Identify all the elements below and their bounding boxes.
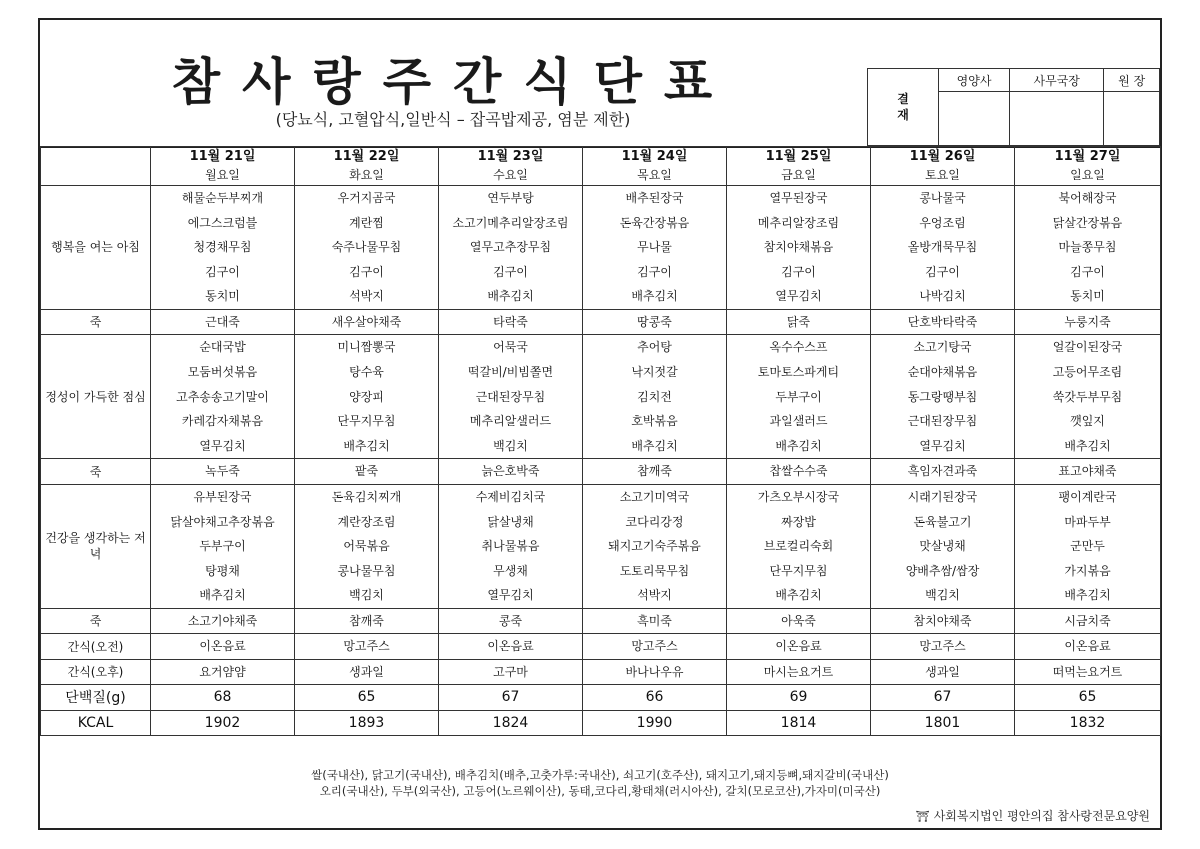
footer [40,755,1160,830]
menu-item: 열무김치 [199,438,246,453]
menu-item: 돈육불고기 [913,514,972,529]
menu-item: 탕수육 [349,365,384,380]
dinner-row [41,484,1161,608]
porridge1-cell: 닭죽 [727,309,871,335]
day-header [439,147,583,186]
menu-item: 근대된장무침 [907,414,978,429]
kcal-cell: 1801 [871,710,1015,736]
menu-item: 짜장밥 [781,514,816,529]
dinner-cell [439,484,583,608]
menu-item: 닭살야채고추장볶음 [170,514,275,529]
breakfast-row [41,186,1161,310]
weekly-menu-table [40,146,1161,736]
dinner-cell [583,484,727,608]
menu-item: 청경채무침 [193,240,252,255]
approval-role-manager: 사무국장 [1010,69,1104,92]
lunch-cell [727,335,871,459]
menu-item: 김구이 [349,264,384,279]
kcal-cell: 1832 [1015,710,1161,736]
menu-item: 동치미 [205,289,240,304]
porridge1-row [41,309,1161,335]
snack_am-cell: 망고주스 [295,634,439,660]
menu-item: 소고기미역국 [619,489,690,504]
dinner-cell [151,484,295,608]
snack_pm-cell: 요거얌얌 [151,659,295,685]
menu-item: 소고기메추리알장조림 [452,215,569,230]
menu-item: 배추김치 [1064,588,1111,603]
menu-item: 김구이 [205,264,240,279]
porridge1-cell: 근대죽 [151,309,295,335]
porridge3-cell: 아욱죽 [727,608,871,634]
menu-item: 열무된장국 [769,191,828,205]
protein-cell: 68 [151,685,295,711]
porridge1-cell: 새우살야채죽 [295,309,439,335]
breakfast-label: 행복을 여는 아침 [41,186,151,310]
menu-item: 배추김치 [1064,438,1111,453]
menu-item: 순대국밥 [199,340,246,355]
snack_pm-cell: 마시는요거트 [727,659,871,685]
porridge1-label: 죽 [41,309,151,335]
menu-item: 단무지무침 [769,563,828,578]
porridge3-row [41,608,1161,634]
menu-item: 소고기탕국 [913,340,972,355]
porridge3-cell: 참깨죽 [295,608,439,634]
menu-item: 고등어무조림 [1052,365,1123,380]
menu-item: 코다리강정 [625,514,684,529]
menu-item: 어묵국 [493,340,528,355]
menu-item: 미니짬뽕국 [337,340,396,355]
porridge2-label: 죽 [41,459,151,485]
menu-item: 호박볶음 [631,414,678,429]
snack_pm-cell: 떠먹는요거트 [1015,659,1161,685]
lunch-cell [871,335,1015,459]
menu-item: 수제비김치국 [475,489,546,504]
menu-item: 떡갈비/비빔쫄면 [467,365,554,380]
dinner-cell [1015,484,1161,608]
breakfast-cell [871,186,1015,310]
protein-row [41,685,1161,711]
porridge2-cell: 참깨죽 [583,459,727,485]
protein-cell: 66 [583,685,727,711]
menu-item: 연두부탕 [487,191,534,205]
origin-line-2: 오리(국내산), 두부(외국산), 고등어(노르웨이산), 동태,코다리,황태채(러시아산), 갈치(모로코산),가자미(미국산) [319,784,881,798]
menu-item: 김구이 [925,264,960,279]
menu-item: 열무김치 [775,289,822,304]
menu-item: 얼갈이된장국 [1052,340,1123,355]
menu-item: 올방개묵무침 [907,240,978,255]
breakfast-cell [583,186,727,310]
porridge3-cell: 소고기야채죽 [151,608,295,634]
menu-item: 석박지 [349,289,384,304]
menu-item: 돈육간장볶음 [619,215,690,230]
protein-cell: 67 [439,685,583,711]
day-date: 11월 25일 [765,149,832,164]
menu-item: 마파두부 [1064,514,1111,529]
origin-line-1: 쌀(국내산), 닭고기(국내산), 배추김치(배추,고춧가루:국내산), 쇠고기(호주산), 돼지고기,돼지등뼈,돼지갈비(국내산) [311,768,889,782]
protein-cell: 69 [727,685,871,711]
day-header [871,147,1015,186]
menu-item: 숙주나물무침 [331,240,402,255]
protein-label: 단백질(g) [41,685,151,711]
porridge3-cell: 콩죽 [439,608,583,634]
menu-item: 어묵볶음 [343,539,390,554]
menu-item: 군만두 [1070,539,1105,554]
porridge3-cell: 시금치죽 [1015,608,1161,634]
snack_pm-cell: 생과일 [871,659,1015,685]
porridge2-cell: 녹두죽 [151,459,295,485]
porridge3-label: 죽 [41,608,151,634]
protein-cell: 67 [871,685,1015,711]
breakfast-cell [727,186,871,310]
menu-item: 열무김치 [487,588,534,603]
menu-item: 깻잎지 [1070,414,1105,429]
menu-item: 우엉조림 [919,215,966,230]
day-date: 11월 21일 [189,149,256,164]
porridge2-row [41,459,1161,485]
approval-label-text: 결 재 [897,92,909,122]
breakfast-cell [151,186,295,310]
breakfast-cell [439,186,583,310]
dinner-cell [871,484,1015,608]
snack_am-label: 간식(오전) [41,634,151,660]
snack_pm-cell: 바나나우유 [583,659,727,685]
menu-item: 백김치 [493,438,528,453]
lunch-cell [151,335,295,459]
day-date: 11월 24일 [621,149,688,164]
lunch-cell [439,335,583,459]
breakfast-cell [1015,186,1161,310]
menu-item: 마늘쫑무침 [1058,240,1117,255]
menu-item: 근대된장무침 [475,389,546,404]
menu-item: 맛살냉채 [919,539,966,554]
menu-item: 시래기된장국 [907,489,978,504]
lunch-cell [583,335,727,459]
menu-item: 에그스크럼블 [187,215,258,230]
organization-logo-icon: ⛩ [915,810,930,823]
origin-notice [40,767,1160,799]
page-subtitle: (당뇨식, 고혈압식,일반식 – 잡곡밥제공, 염분 제한) [275,110,631,129]
porridge2-cell: 팥죽 [295,459,439,485]
menu-item: 카레감자채볶음 [181,414,264,429]
porridge3-cell: 흑미죽 [583,608,727,634]
kcal-cell: 1902 [151,710,295,736]
breakfast-cell [295,186,439,310]
menu-item: 과일샐러드 [769,414,828,429]
lunch-cell [1015,335,1161,459]
date-header-row [41,147,1161,186]
approval-sign-dietitian[interactable] [939,92,1010,146]
menu-item: 열무김치 [919,438,966,453]
menu-item: 토마토스파게티 [757,365,840,380]
menu-item: 단무지무침 [337,414,396,429]
approval-label [868,69,939,146]
menu-item: 석박지 [637,588,672,603]
kcal-cell: 1824 [439,710,583,736]
menu-item: 김구이 [493,264,528,279]
menu-item: 배추김치 [775,438,822,453]
menu-item: 배추김치 [775,588,822,603]
day-header [727,147,871,186]
page-title: 참사랑주간식단표 [171,53,735,111]
snack_pm-cell: 고구마 [439,659,583,685]
menu-sheet [38,18,1162,830]
menu-item: 닭살냉채 [487,514,534,529]
porridge1-cell: 단호박타락죽 [871,309,1015,335]
menu-item: 옥수수스프 [769,340,828,355]
menu-item: 무생채 [493,563,528,578]
protein-cell: 65 [1015,685,1161,711]
menu-item: 팽이계란국 [1058,489,1117,504]
menu-item: 계란찜 [349,215,384,230]
menu-item: 메추리알장조림 [757,215,840,230]
kcal-label: KCAL [41,710,151,736]
menu-item: 취나물볶음 [481,539,540,554]
menu-item: 나박김치 [919,289,966,304]
menu-item: 콩나물국 [919,191,966,205]
approval-sign-manager[interactable] [1010,92,1104,146]
porridge2-cell: 늙은호박죽 [439,459,583,485]
menu-item: 우거지곰국 [337,191,396,205]
menu-item: 돼지고기숙주볶음 [608,539,701,554]
dinner-label: 건강을 생각하는 저녁 [41,484,151,608]
protein-cell: 65 [295,685,439,711]
menu-item: 콩나물무침 [337,563,396,578]
menu-item: 두부구이 [199,539,246,554]
menu-item: 양배추쌈/쌈장 [905,563,980,578]
menu-item: 동그랑땡부침 [907,389,978,404]
organization-label: 사회복지법인 평안의집 참사랑전문요양원 [933,809,1150,823]
day-of-week: 월요일 [205,168,240,182]
porridge2-cell: 흑임자견과죽 [871,459,1015,485]
organization-name [916,807,1150,824]
menu-item: 동치미 [1070,289,1105,304]
snack_pm-label: 간식(오후) [41,659,151,685]
corner-cell [41,147,151,186]
day-date: 11월 26일 [909,149,976,164]
menu-item: 배추김치 [631,438,678,453]
menu-item: 브로컬리숙회 [763,539,834,554]
approval-role-dietitian: 영양사 [939,69,1010,92]
approval-box [867,68,1160,146]
snack_am-cell: 망고주스 [871,634,1015,660]
porridge3-cell: 참치야채죽 [871,608,1015,634]
day-of-week: 수요일 [493,168,528,182]
day-date: 11월 27일 [1054,149,1121,164]
menu-item: 계란장조림 [337,514,396,529]
day-of-week: 화요일 [349,168,384,182]
snack_am-cell: 망고주스 [583,634,727,660]
menu-item: 해물순두부찌개 [181,191,264,205]
menu-item: 모둠버섯볶음 [187,365,258,380]
snack_am-cell: 이온음료 [1015,634,1161,660]
day-date: 11월 22일 [333,149,400,164]
menu-item: 낙지젓갈 [631,365,678,380]
kcal-row [41,710,1161,736]
menu-item: 무나물 [637,240,672,255]
lunch-label: 정성이 가득한 점심 [41,335,151,459]
menu-item: 도토리묵무침 [619,563,690,578]
menu-item: 김구이 [1070,264,1105,279]
dinner-cell [295,484,439,608]
menu-item: 가츠오부시장국 [757,489,840,504]
menu-item: 쑥갓두부무침 [1052,389,1123,404]
menu-item: 배추김치 [199,588,246,603]
kcal-cell: 1814 [727,710,871,736]
menu-item: 배추김치 [487,289,534,304]
day-date: 11월 23일 [477,149,544,164]
menu-item: 열무고추장무침 [469,240,552,255]
menu-item: 가지볶음 [1064,563,1111,578]
porridge1-cell: 타락죽 [439,309,583,335]
menu-item: 김치전 [637,389,672,404]
menu-item: 북어해장국 [1058,191,1117,205]
porridge1-cell: 땅콩죽 [583,309,727,335]
menu-item: 탕평채 [205,563,240,578]
day-of-week: 일요일 [1070,168,1105,182]
kcal-cell: 1893 [295,710,439,736]
porridge2-cell: 찹쌀수수죽 [727,459,871,485]
day-header [583,147,727,186]
day-of-week: 토요일 [925,168,960,182]
header [40,20,1160,148]
day-of-week: 목요일 [637,168,672,182]
menu-item: 김구이 [637,264,672,279]
menu-item: 닭살간장볶음 [1052,215,1123,230]
menu-item: 두부구이 [775,389,822,404]
day-header [295,147,439,186]
dinner-cell [727,484,871,608]
kcal-cell: 1990 [583,710,727,736]
porridge2-cell: 표고야채죽 [1015,459,1161,485]
menu-item: 배추된장국 [625,191,684,205]
approval-role-director: 원 장 [1104,69,1160,92]
snack_am-cell: 이온음료 [439,634,583,660]
snack_am-cell: 이온음료 [151,634,295,660]
menu-item: 순대야채볶음 [907,365,978,380]
menu-item: 양장피 [349,389,384,404]
menu-item: 돈육김치찌개 [331,489,402,504]
menu-item: 백김치 [925,588,960,603]
menu-item: 배추김치 [343,438,390,453]
menu-item: 유부된장국 [193,489,252,504]
menu-item: 추어탕 [637,340,672,355]
menu-item: 김구이 [781,264,816,279]
snack_am-cell: 이온음료 [727,634,871,660]
day-header [151,147,295,186]
menu-item: 고추송송고기말이 [176,389,269,404]
porridge1-cell: 누룽지죽 [1015,309,1161,335]
menu-item: 백김치 [349,588,384,603]
menu-item: 참치야채볶음 [763,240,834,255]
day-header [1015,147,1161,186]
day-of-week: 금요일 [781,168,816,182]
lunch-cell [295,335,439,459]
snack_pm-row [41,659,1161,685]
approval-sign-director[interactable] [1104,92,1160,146]
snack_am-row [41,634,1161,660]
menu-item: 메추리알샐러드 [469,414,552,429]
lunch-row [41,335,1161,459]
menu-item: 배추김치 [631,289,678,304]
snack_pm-cell: 생과일 [295,659,439,685]
